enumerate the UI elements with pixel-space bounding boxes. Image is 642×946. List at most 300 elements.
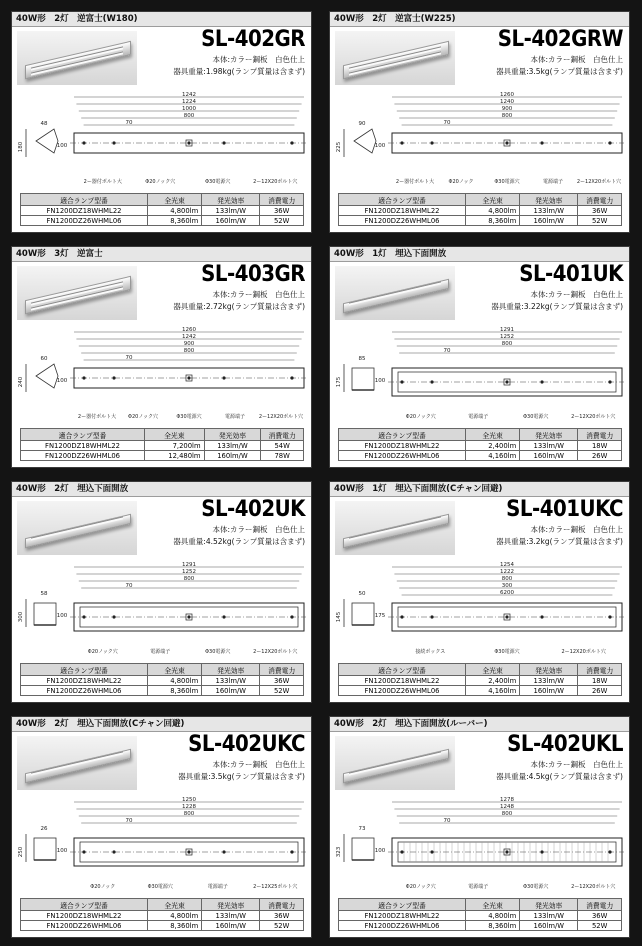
column-header: 消費電力 bbox=[261, 429, 304, 441]
table-row bbox=[339, 911, 622, 921]
hole-note: 電源端子 bbox=[542, 179, 564, 185]
product-card bbox=[11, 481, 312, 703]
table-cell: 4,800lm bbox=[466, 206, 520, 216]
lamp-spec-table bbox=[338, 428, 622, 461]
side-dimension-label: 100 bbox=[374, 378, 386, 384]
side-profile bbox=[36, 129, 58, 153]
column-header: 全光束 bbox=[145, 429, 204, 441]
table-cell: FN1200DZ18WHML22 bbox=[21, 441, 145, 451]
table-header-row bbox=[21, 429, 304, 441]
hole-note: 2ー12X20ボルト穴 bbox=[571, 884, 616, 890]
table-cell: 52W bbox=[260, 921, 304, 931]
side-dimension-label: 240 bbox=[18, 376, 24, 388]
hole-note: Φ20ノック穴 bbox=[405, 884, 436, 890]
side-dimension-label: 100 bbox=[56, 848, 68, 854]
product-photo bbox=[335, 266, 455, 320]
column-header: 発光効率 bbox=[520, 194, 578, 206]
card-header: 40W形 2灯 埋込下面開放(ルーバー) bbox=[330, 717, 629, 732]
table-cell: 4,800lm bbox=[148, 676, 202, 686]
lamp-spec-table bbox=[20, 193, 304, 226]
table-cell: FN1200DZ26WHML06 bbox=[339, 921, 466, 931]
mounting-hole bbox=[540, 615, 543, 618]
mounting-hole bbox=[222, 376, 225, 379]
dimension-label: 300 bbox=[501, 583, 513, 589]
mounting-hole bbox=[112, 850, 115, 853]
product-photo bbox=[335, 736, 455, 790]
column-header: 発光効率 bbox=[520, 664, 578, 676]
table-cell: 8,360lm bbox=[148, 686, 202, 696]
column-header: 全光束 bbox=[466, 429, 520, 441]
table-header-row bbox=[339, 429, 622, 441]
fixture-image bbox=[25, 276, 131, 314]
mounting-hole bbox=[430, 380, 433, 383]
model-number: SL-402UKC bbox=[188, 732, 305, 757]
mounting-hole bbox=[187, 850, 190, 853]
mounting-hole bbox=[608, 615, 611, 618]
product-photo bbox=[17, 266, 137, 320]
hole-note: Φ30電源穴 bbox=[523, 414, 549, 420]
dimension-label: 70 bbox=[125, 355, 133, 361]
table-cell: 160lm/W bbox=[202, 686, 260, 696]
mounting-hole bbox=[430, 141, 433, 144]
model-number: SL-402GR bbox=[201, 27, 305, 52]
dimension-label: 1248 bbox=[500, 804, 514, 810]
mounting-hole bbox=[82, 615, 85, 618]
column-header: 全光束 bbox=[466, 664, 520, 676]
column-header: 適合ランプ型番 bbox=[21, 664, 148, 676]
model-number: SL-402GRW bbox=[497, 27, 623, 52]
column-header: 適合ランプ型番 bbox=[339, 194, 466, 206]
table-cell: 160lm/W bbox=[520, 686, 578, 696]
side-dimension-label: 100 bbox=[56, 613, 68, 619]
column-header: 消費電力 bbox=[578, 899, 622, 911]
product-photo bbox=[17, 501, 137, 555]
table-row bbox=[339, 921, 622, 931]
table-cell: 160lm/W bbox=[520, 451, 578, 461]
table-row bbox=[339, 216, 622, 226]
table-cell: FN1200DZ26WHML06 bbox=[21, 686, 148, 696]
side-dimension-label: 100 bbox=[56, 143, 68, 149]
weight-spec: 器具重量:3.5kg(ランプ質量は含まず) bbox=[496, 67, 623, 76]
dimension-label: 800 bbox=[501, 113, 513, 119]
hole-note: Φ30電源穴 bbox=[147, 884, 173, 890]
table-header-row bbox=[339, 194, 622, 206]
mounting-hole bbox=[505, 850, 508, 853]
hole-note: Φ20ノック穴 bbox=[128, 414, 158, 420]
dimension-label: 800 bbox=[183, 348, 195, 354]
body-spec: 本体:カラー鋼板 白色仕上 bbox=[530, 290, 623, 299]
fixture-image bbox=[25, 41, 131, 79]
mounting-hole bbox=[290, 850, 293, 853]
weight-spec: 器具重量:2.72kg(ランプ質量は含まず) bbox=[173, 302, 305, 311]
table-cell: 133lm/W bbox=[520, 441, 578, 451]
hole-note: 電源端子 bbox=[150, 649, 171, 655]
side-profile bbox=[34, 603, 56, 625]
weight-spec: 器具重量:1.98kg(ランプ質量は含まず) bbox=[173, 67, 305, 76]
table-cell: 4,800lm bbox=[148, 911, 202, 921]
side-profile bbox=[36, 364, 58, 388]
dimension-label: 1242 bbox=[182, 92, 196, 98]
dimension-drawing bbox=[16, 89, 308, 187]
body-spec: 本体:カラー鋼板 白色仕上 bbox=[212, 525, 305, 534]
lamp-spec-table bbox=[20, 663, 304, 696]
column-header: 消費電力 bbox=[260, 194, 304, 206]
body-spec: 本体:カラー鋼板 白色仕上 bbox=[530, 525, 623, 534]
hole-note: Φ20ノック穴 bbox=[87, 649, 118, 655]
mounting-hole bbox=[505, 380, 508, 383]
side-dimension-label: 175 bbox=[374, 613, 386, 619]
mounting-hole bbox=[82, 141, 85, 144]
table-row bbox=[21, 921, 304, 931]
dimension-label: 800 bbox=[183, 576, 195, 582]
column-header: 適合ランプ型番 bbox=[21, 194, 148, 206]
table-cell: 160lm/W bbox=[202, 921, 260, 931]
dimension-label: 800 bbox=[501, 811, 513, 817]
table-cell: 36W bbox=[260, 206, 304, 216]
table-cell: FN1200DZ26WHML06 bbox=[339, 451, 466, 461]
table-cell: 36W bbox=[578, 911, 622, 921]
table-row bbox=[339, 206, 622, 216]
column-header: 全光束 bbox=[466, 194, 520, 206]
table-row bbox=[21, 686, 304, 696]
hole-note: 2ー12X20ボルト穴 bbox=[571, 414, 616, 420]
table-cell: 7,200lm bbox=[145, 441, 204, 451]
product-card bbox=[329, 246, 630, 468]
model-number: SL-401UKC bbox=[506, 497, 623, 522]
product-card bbox=[329, 11, 630, 233]
table-cell: FN1200DZ26WHML06 bbox=[21, 921, 148, 931]
side-dimension-label: 50 bbox=[358, 591, 366, 597]
side-profile bbox=[34, 838, 56, 860]
dimension-label: 800 bbox=[501, 576, 513, 582]
table-cell: FN1200DZ18WHML22 bbox=[339, 441, 466, 451]
product-photo bbox=[17, 736, 137, 790]
body-spec: 本体:カラー鋼板 白色仕上 bbox=[212, 760, 305, 769]
hole-note: Φ30電源穴 bbox=[176, 414, 202, 420]
dimension-label: 1254 bbox=[500, 562, 514, 568]
table-row bbox=[21, 216, 304, 226]
table-row bbox=[21, 676, 304, 686]
product-photo bbox=[335, 501, 455, 555]
table-cell: 36W bbox=[260, 676, 304, 686]
table-cell: 133lm/W bbox=[202, 911, 260, 921]
dimension-label: 1252 bbox=[182, 569, 196, 575]
side-dimension-label: 100 bbox=[56, 378, 68, 384]
table-cell: 52W bbox=[260, 216, 304, 226]
table-cell: 2,400lm bbox=[466, 441, 520, 451]
lamp-spec-table bbox=[338, 898, 622, 931]
mounting-hole bbox=[290, 141, 293, 144]
lamp-spec-table bbox=[20, 428, 304, 461]
dimension-label: 70 bbox=[125, 120, 133, 126]
dimension-label: 900 bbox=[501, 106, 513, 112]
product-card bbox=[329, 716, 630, 938]
column-header: 全光束 bbox=[148, 194, 202, 206]
hole-note: 電源端子 bbox=[224, 414, 246, 420]
mounting-hole bbox=[112, 376, 115, 379]
dimension-label: 1222 bbox=[500, 569, 514, 575]
mounting-hole bbox=[187, 141, 190, 144]
side-dimension-label: 323 bbox=[336, 846, 342, 858]
table-cell: 8,360lm bbox=[148, 216, 202, 226]
table-cell: 160lm/W bbox=[204, 451, 261, 461]
dimension-label: 6200 bbox=[500, 590, 514, 596]
table-header-row bbox=[21, 664, 304, 676]
table-row bbox=[339, 441, 622, 451]
weight-spec: 器具重量:3.2kg(ランプ質量は含まず) bbox=[496, 537, 623, 546]
side-dimension-label: 85 bbox=[358, 356, 366, 362]
mounting-hole bbox=[400, 141, 403, 144]
mounting-hole bbox=[112, 141, 115, 144]
table-row bbox=[339, 451, 622, 461]
fixture-image bbox=[343, 41, 449, 79]
hole-note: 2ー12X20ボルト穴 bbox=[253, 649, 298, 655]
hole-note: 電源端子 bbox=[468, 414, 489, 420]
hole-note: 2ー12X20ボルト穴 bbox=[576, 179, 622, 185]
hole-note: 電源端子 bbox=[468, 884, 489, 890]
dimension-label: 70 bbox=[125, 818, 133, 824]
hole-note: Φ30電源穴 bbox=[205, 179, 231, 185]
column-header: 適合ランプ型番 bbox=[339, 664, 466, 676]
hole-note: Φ20ノック bbox=[448, 179, 474, 185]
table-cell: 160lm/W bbox=[202, 216, 260, 226]
column-header: 消費電力 bbox=[578, 194, 622, 206]
hole-note: Φ20ノック穴 bbox=[405, 414, 436, 420]
hole-note: Φ20ノック bbox=[90, 884, 116, 890]
table-cell: 18W bbox=[578, 441, 622, 451]
card-header: 40W形 1灯 埋込下面開放(Cチャン回避) bbox=[330, 482, 629, 497]
column-header: 発光効率 bbox=[202, 899, 260, 911]
model-number: SL-402UK bbox=[201, 497, 305, 522]
table-row bbox=[21, 441, 304, 451]
table-cell: FN1200DZ18WHML22 bbox=[21, 676, 148, 686]
product-card bbox=[11, 716, 312, 938]
body-spec: 本体:カラー鋼板 白色仕上 bbox=[530, 760, 623, 769]
dimension-label: 800 bbox=[183, 811, 195, 817]
table-cell: 8,360lm bbox=[466, 216, 520, 226]
mounting-hole bbox=[187, 615, 190, 618]
dimension-drawing bbox=[334, 324, 626, 422]
hole-note: 2ー器付ボルト大 bbox=[77, 414, 117, 420]
mounting-hole bbox=[430, 850, 433, 853]
column-header: 発光効率 bbox=[520, 429, 578, 441]
body-spec: 本体:カラー鋼板 白色仕上 bbox=[530, 55, 623, 64]
mounting-hole bbox=[505, 615, 508, 618]
side-dimension-label: 73 bbox=[358, 826, 366, 832]
dimension-label: 70 bbox=[125, 583, 133, 589]
column-header: 適合ランプ型番 bbox=[21, 429, 145, 441]
lamp-spec-table bbox=[338, 663, 622, 696]
table-cell: 133lm/W bbox=[202, 206, 260, 216]
product-card bbox=[11, 11, 312, 233]
mounting-hole bbox=[608, 850, 611, 853]
dimension-label: 1240 bbox=[500, 99, 514, 105]
side-dimension-label: 26 bbox=[40, 826, 48, 832]
mounting-hole bbox=[540, 850, 543, 853]
table-cell: 2,400lm bbox=[466, 676, 520, 686]
weight-spec: 器具重量:3.5kg(ランプ質量は含まず) bbox=[178, 772, 305, 781]
hole-note: 電源端子 bbox=[207, 884, 228, 890]
model-number: SL-401UK bbox=[519, 262, 623, 287]
dimension-label: 1291 bbox=[500, 327, 514, 333]
mounting-hole bbox=[505, 141, 508, 144]
hole-note: Φ30電源穴 bbox=[494, 179, 520, 185]
column-header: 消費電力 bbox=[260, 664, 304, 676]
mounting-hole bbox=[222, 141, 225, 144]
table-cell: 36W bbox=[260, 911, 304, 921]
column-header: 発光効率 bbox=[520, 899, 578, 911]
dimension-drawing bbox=[16, 324, 308, 422]
hole-note: 2ー12X25ボルト穴 bbox=[253, 884, 298, 890]
column-header: 全光束 bbox=[466, 899, 520, 911]
mounting-hole bbox=[82, 850, 85, 853]
table-cell: FN1200DZ18WHML22 bbox=[21, 911, 148, 921]
card-header: 40W形 2灯 埋込下面開放 bbox=[12, 482, 311, 497]
table-cell: 8,360lm bbox=[148, 921, 202, 931]
card-header: 40W形 3灯 逆富士 bbox=[12, 247, 311, 262]
dimension-drawing bbox=[334, 794, 626, 892]
column-header: 発光効率 bbox=[204, 429, 261, 441]
mounting-hole bbox=[222, 850, 225, 853]
column-header: 消費電力 bbox=[578, 429, 622, 441]
side-dimension-label: 58 bbox=[40, 591, 48, 597]
table-cell: 52W bbox=[578, 921, 622, 931]
table-cell: FN1200DZ18WHML22 bbox=[339, 676, 466, 686]
dimension-label: 1260 bbox=[500, 92, 514, 98]
table-cell: FN1200DZ26WHML06 bbox=[339, 216, 466, 226]
column-header: 消費電力 bbox=[578, 664, 622, 676]
dimension-label: 70 bbox=[443, 348, 451, 354]
dimension-label: 1278 bbox=[500, 797, 514, 803]
table-cell: FN1200DZ18WHML22 bbox=[339, 911, 466, 921]
table-cell: 26W bbox=[578, 686, 622, 696]
dimension-label: 1224 bbox=[182, 99, 196, 105]
side-dimension-label: 300 bbox=[18, 611, 24, 623]
mounting-hole bbox=[82, 376, 85, 379]
table-cell: 133lm/W bbox=[204, 441, 261, 451]
dimension-label: 1228 bbox=[182, 804, 196, 810]
column-header: 適合ランプ型番 bbox=[21, 899, 148, 911]
table-cell: 18W bbox=[578, 676, 622, 686]
table-cell: 133lm/W bbox=[202, 676, 260, 686]
dimension-drawing bbox=[16, 559, 308, 657]
table-cell: 4,800lm bbox=[466, 911, 520, 921]
table-row bbox=[339, 686, 622, 696]
side-dimension-label: 60 bbox=[40, 356, 48, 362]
hole-note: Φ30電源穴 bbox=[523, 884, 549, 890]
side-dimension-label: 145 bbox=[336, 611, 342, 623]
dimension-label: 1242 bbox=[182, 334, 196, 340]
table-cell: 78W bbox=[261, 451, 304, 461]
table-row bbox=[21, 206, 304, 216]
table-cell: FN1200DZ26WHML06 bbox=[21, 216, 148, 226]
dimension-label: 800 bbox=[183, 113, 195, 119]
side-dimension-label: 100 bbox=[374, 143, 386, 149]
dimension-drawing bbox=[334, 559, 626, 657]
table-row bbox=[339, 676, 622, 686]
dimension-label: 1250 bbox=[182, 797, 196, 803]
side-dimension-label: 225 bbox=[336, 141, 342, 153]
table-cell: 133lm/W bbox=[520, 206, 578, 216]
table-row bbox=[21, 911, 304, 921]
product-photo bbox=[335, 31, 455, 85]
dimension-label: 1260 bbox=[182, 327, 196, 333]
hole-note: 2ー12X20ボルト穴 bbox=[258, 414, 304, 420]
side-dimension-label: 100 bbox=[374, 848, 386, 854]
side-profile bbox=[352, 603, 374, 625]
mounting-hole bbox=[290, 615, 293, 618]
mounting-hole bbox=[112, 615, 115, 618]
table-cell: 133lm/W bbox=[520, 911, 578, 921]
dimension-label: 800 bbox=[501, 341, 513, 347]
table-cell: 160lm/W bbox=[520, 921, 578, 931]
weight-spec: 器具重量:4.52kg(ランプ質量は含まず) bbox=[173, 537, 305, 546]
weight-spec: 器具重量:3.22kg(ランプ質量は含まず) bbox=[491, 302, 623, 311]
card-header: 40W形 2灯 逆富士(W180) bbox=[12, 12, 311, 27]
table-cell: 54W bbox=[261, 441, 304, 451]
hole-note: 2ー器付ボルト大 bbox=[395, 179, 435, 185]
column-header: 発光効率 bbox=[202, 664, 260, 676]
hole-note: 2ー12X20ボルト穴 bbox=[561, 649, 606, 655]
weight-spec: 器具重量:4.5kg(ランプ質量は含まず) bbox=[496, 772, 623, 781]
hole-note: Φ30電源穴 bbox=[494, 649, 520, 655]
side-profile bbox=[352, 838, 374, 860]
product-card bbox=[11, 246, 312, 468]
table-header-row bbox=[21, 899, 304, 911]
mounting-hole bbox=[290, 376, 293, 379]
hole-note: Φ30電源穴 bbox=[205, 649, 231, 655]
table-cell: FN1200DZ18WHML22 bbox=[21, 206, 148, 216]
table-row bbox=[21, 451, 304, 461]
product-card bbox=[329, 481, 630, 703]
column-header: 適合ランプ型番 bbox=[339, 899, 466, 911]
hole-note: 2ー器付ボルト大 bbox=[83, 179, 122, 185]
column-header: 全光束 bbox=[148, 899, 202, 911]
side-dimension-label: 175 bbox=[336, 376, 342, 388]
table-cell: 4,160lm bbox=[466, 686, 520, 696]
table-cell: 8,360lm bbox=[466, 921, 520, 931]
table-cell: 12,480lm bbox=[145, 451, 204, 461]
table-header-row bbox=[21, 194, 304, 206]
mounting-hole bbox=[608, 141, 611, 144]
table-cell: FN1200DZ26WHML06 bbox=[339, 686, 466, 696]
mounting-hole bbox=[430, 615, 433, 618]
mounting-hole bbox=[540, 141, 543, 144]
hole-note: Φ20ノック穴 bbox=[145, 179, 176, 185]
side-dimension-label: 180 bbox=[18, 141, 24, 153]
column-header: 適合ランプ型番 bbox=[339, 429, 466, 441]
dimension-label: 70 bbox=[443, 120, 451, 126]
table-cell: 4,800lm bbox=[148, 206, 202, 216]
dimension-label: 1252 bbox=[500, 334, 514, 340]
mounting-hole bbox=[400, 615, 403, 618]
table-cell: 160lm/W bbox=[520, 216, 578, 226]
dimension-drawing bbox=[334, 89, 626, 187]
card-header: 40W形 1灯 埋込下面開放 bbox=[330, 247, 629, 262]
lamp-spec-table bbox=[20, 898, 304, 931]
dimension-label: 1291 bbox=[182, 562, 196, 568]
mounting-hole bbox=[400, 850, 403, 853]
table-cell: 133lm/W bbox=[520, 676, 578, 686]
dimension-drawing bbox=[16, 794, 308, 892]
side-dimension-label: 250 bbox=[18, 846, 24, 858]
table-cell: 26W bbox=[578, 451, 622, 461]
body-spec: 本体:カラー鋼板 白色仕上 bbox=[212, 290, 305, 299]
table-cell: FN1200DZ18WHML22 bbox=[339, 206, 466, 216]
side-profile bbox=[352, 368, 374, 390]
dimension-label: 1000 bbox=[182, 106, 196, 112]
column-header: 発光効率 bbox=[202, 194, 260, 206]
